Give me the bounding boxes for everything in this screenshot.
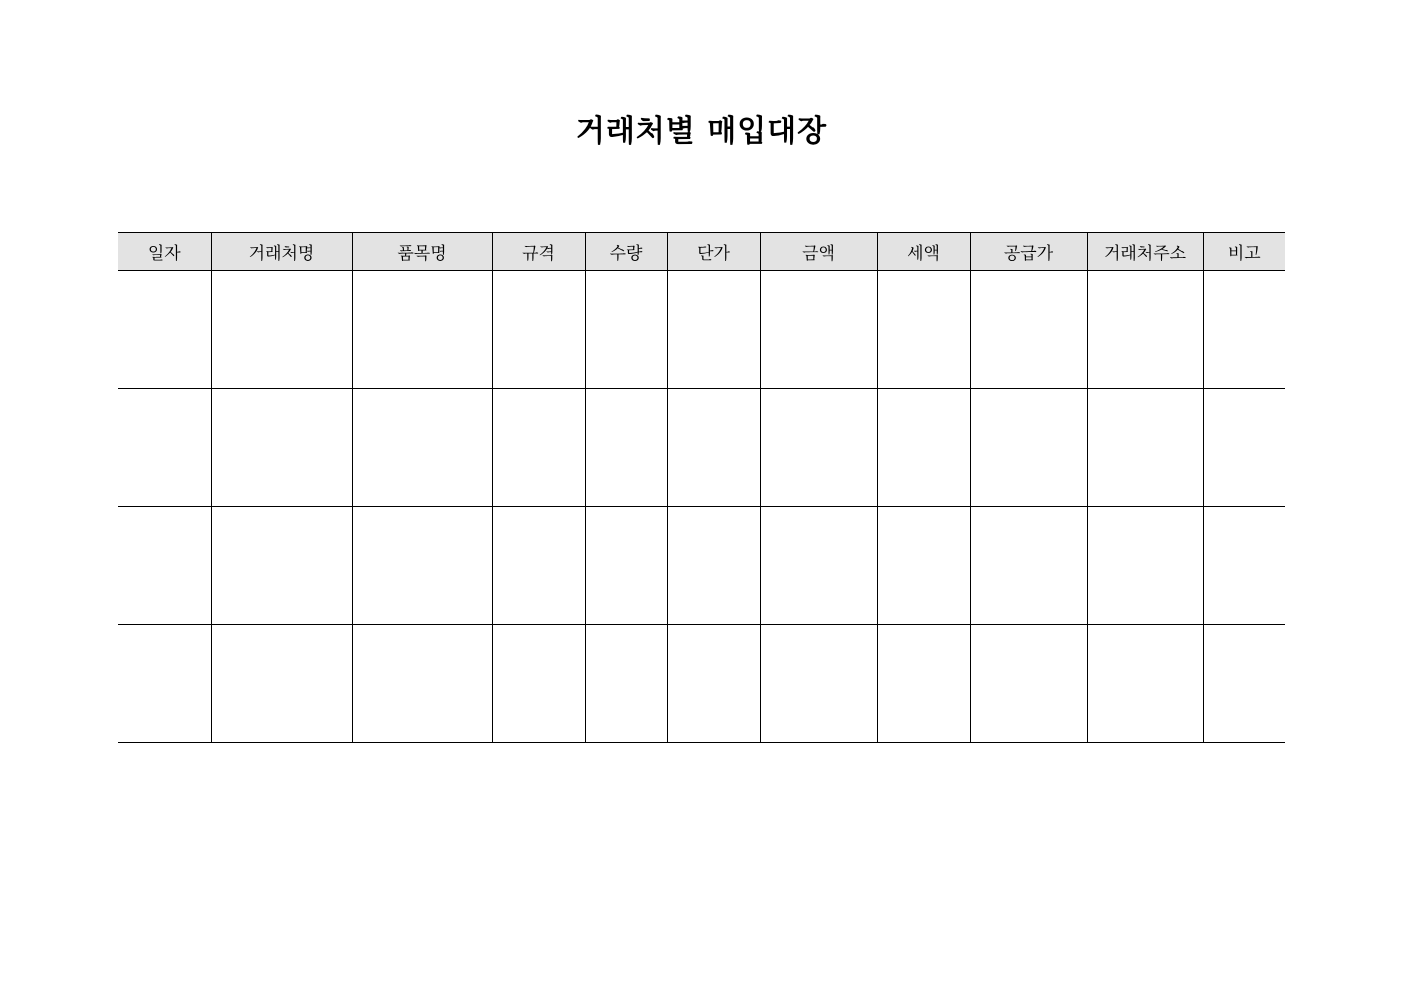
table-row: [118, 389, 1285, 507]
table-row: [118, 625, 1285, 743]
table-header-row: [118, 233, 1285, 271]
column-header-supply-price: 공급가: [970, 233, 1087, 271]
table-cell[interactable]: [877, 625, 970, 743]
table-cell[interactable]: [211, 625, 352, 743]
table-cell[interactable]: [1203, 389, 1285, 507]
column-header-quantity: 수량: [585, 233, 667, 271]
table-cell[interactable]: [1087, 507, 1203, 625]
table-cell[interactable]: [760, 389, 877, 507]
table-cell[interactable]: [667, 507, 760, 625]
table-cell[interactable]: [352, 507, 492, 625]
column-header-unit-price: 단가: [667, 233, 760, 271]
table-cell[interactable]: [877, 507, 970, 625]
table-cell[interactable]: [1203, 507, 1285, 625]
column-header-amount: 금액: [760, 233, 877, 271]
table-cell[interactable]: [970, 271, 1087, 389]
table-cell[interactable]: [1203, 271, 1285, 389]
table-cell[interactable]: [1087, 271, 1203, 389]
table-cell[interactable]: [877, 389, 970, 507]
table-row: [118, 271, 1285, 389]
table-cell[interactable]: [760, 271, 877, 389]
table-cell[interactable]: [492, 389, 585, 507]
table-cell[interactable]: [1203, 625, 1285, 743]
table-cell[interactable]: [118, 507, 211, 625]
table-cell[interactable]: [667, 389, 760, 507]
table-cell[interactable]: [585, 507, 667, 625]
column-header-spec: 규격: [492, 233, 585, 271]
table-cell[interactable]: [1087, 625, 1203, 743]
column-header-remarks: 비고: [1203, 233, 1285, 271]
table-cell[interactable]: [492, 271, 585, 389]
table-cell[interactable]: [1087, 389, 1203, 507]
table-cell[interactable]: [970, 389, 1087, 507]
column-header-vendor-address: 거래처주소: [1087, 233, 1203, 271]
column-header-vendor-name: 거래처명: [211, 233, 352, 271]
table-cell[interactable]: [970, 625, 1087, 743]
table-cell[interactable]: [211, 389, 352, 507]
table-cell[interactable]: [970, 507, 1087, 625]
table-cell[interactable]: [211, 271, 352, 389]
purchase-ledger-table: [118, 232, 1285, 743]
column-header-item-name: 품목명: [352, 233, 492, 271]
table-cell[interactable]: [492, 625, 585, 743]
table-cell[interactable]: [118, 271, 211, 389]
table-cell[interactable]: [585, 625, 667, 743]
table-cell[interactable]: [118, 389, 211, 507]
table-cell[interactable]: [585, 271, 667, 389]
table-cell[interactable]: [352, 625, 492, 743]
table-cell[interactable]: [760, 507, 877, 625]
table-cell[interactable]: [585, 389, 667, 507]
table-cell[interactable]: [492, 507, 585, 625]
table-cell[interactable]: [118, 625, 211, 743]
table-row: [118, 507, 1285, 625]
table-cell[interactable]: [211, 507, 352, 625]
table-cell[interactable]: [760, 625, 877, 743]
table-cell[interactable]: [352, 271, 492, 389]
table-cell[interactable]: [667, 271, 760, 389]
table-cell[interactable]: [352, 389, 492, 507]
table-cell[interactable]: [877, 271, 970, 389]
column-header-tax: 세액: [877, 233, 970, 271]
page-title: 거래처별 매입대장: [575, 114, 828, 149]
table-cell[interactable]: [667, 625, 760, 743]
column-header-date: 일자: [118, 233, 211, 271]
